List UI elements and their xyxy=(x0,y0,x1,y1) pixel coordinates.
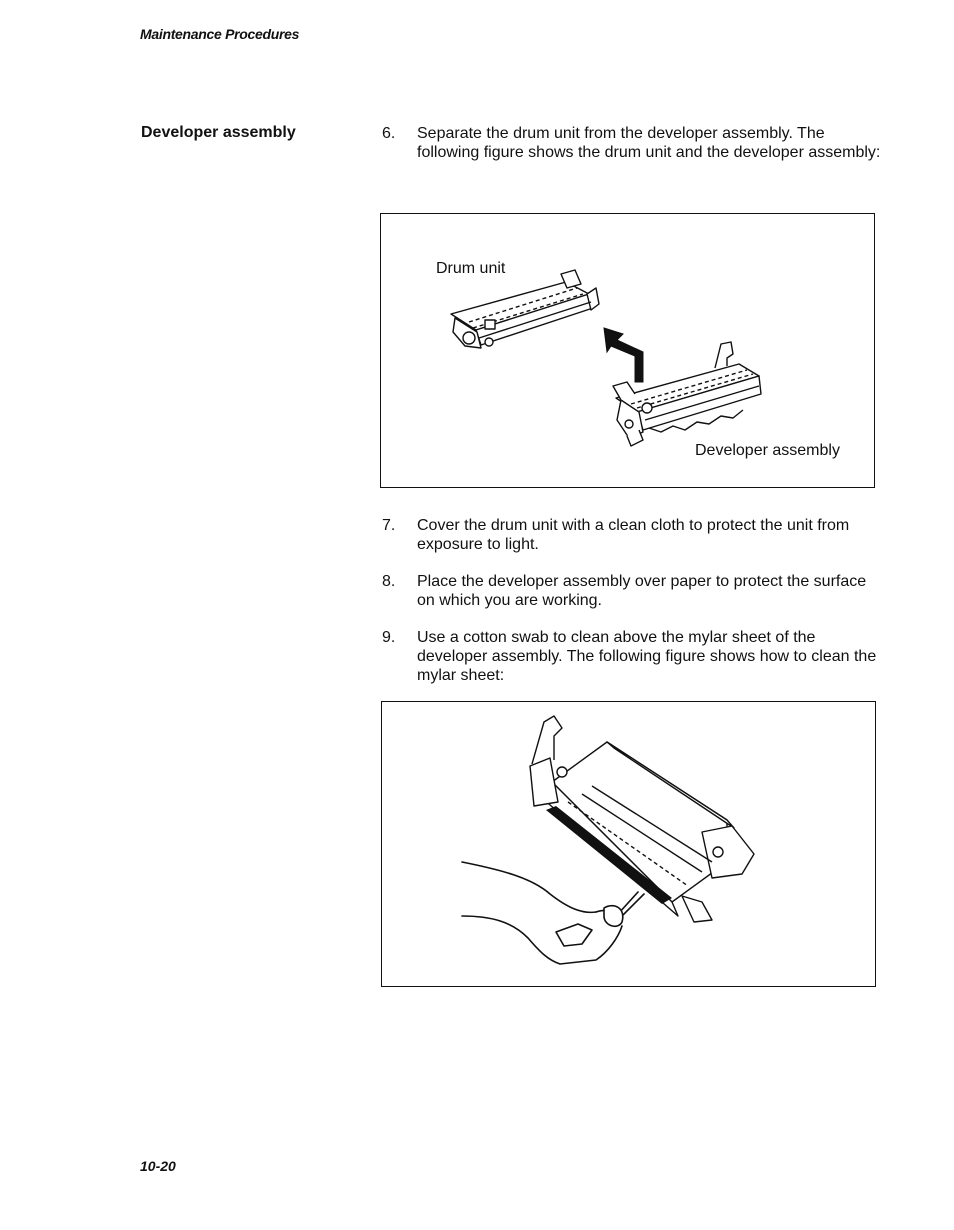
step-number: 9. xyxy=(382,629,396,646)
mylar-cleaning-illustration xyxy=(382,702,877,988)
step-number: 6. xyxy=(382,125,396,142)
developer-assembly-label: Developer assembly xyxy=(695,442,840,459)
page-number: 10-20 xyxy=(140,1158,176,1174)
step-text: Place the developer assembly over paper to protect the surface on which you are working. xyxy=(417,573,867,609)
section-heading: Developer assembly xyxy=(141,124,296,141)
figure-drum-and-developer xyxy=(380,213,875,488)
step-text: Use a cotton swab to clean above the mylar sheet of the developer assembly. The following figure shows how to clean the mylar sheet: xyxy=(417,629,877,684)
drum-unit-label: Drum unit xyxy=(436,260,506,277)
step-7 xyxy=(382,516,882,554)
step-8 xyxy=(382,572,882,610)
figure-clean-mylar xyxy=(381,701,876,987)
lift-arrow xyxy=(604,328,643,382)
step-text: Cover the drum unit with a clean cloth to protect the unit from exposure to light. xyxy=(417,517,850,553)
running-head: Maintenance Procedures xyxy=(140,26,300,42)
drum-unit-drawing xyxy=(451,270,599,348)
step-number: 7. xyxy=(382,517,396,534)
step-text: Separate the drum unit from the developer assembly. The following figure shows the drum unit and the developer assembly: xyxy=(417,125,881,161)
step-9 xyxy=(382,628,882,685)
hand-drawing xyxy=(462,862,644,964)
step-number: 8. xyxy=(382,573,396,590)
step-6 xyxy=(382,124,882,162)
